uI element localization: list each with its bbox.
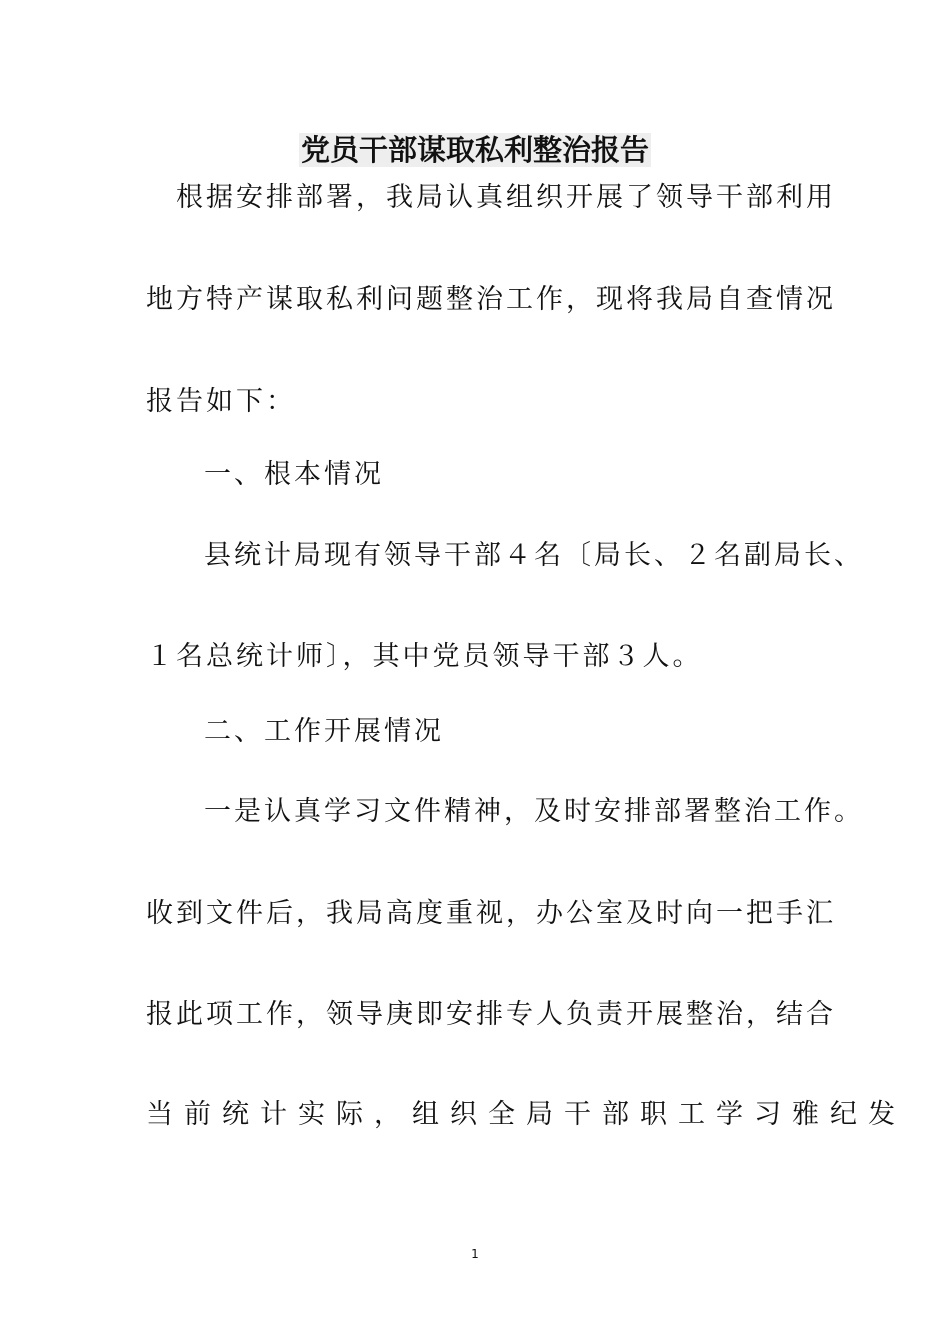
paragraph-line: 根据安排部署，我局认真组织开展了领导干部利用: [176, 182, 836, 213]
page-number: 1: [471, 1247, 479, 1261]
paragraph-line: 报此项工作，领导庚即安排专人负责开展整治，结合: [146, 999, 836, 1030]
section-heading: 一、根本情况: [204, 459, 384, 490]
paragraph-line: 县统计局现有领导干部４名〔局长、２名副局长、: [204, 540, 864, 571]
paragraph-line: 一是认真学习文件精神，及时安排部署整治工作。: [204, 796, 864, 827]
paragraph-line: 地方特产谋取私利问题整治工作，现将我局自查情况: [146, 284, 836, 315]
document-title: 党员干部谋取私利整治报告: [300, 133, 649, 167]
paragraph-line: １名总统计师〕，其中党员领导干部３人。: [146, 641, 703, 672]
paragraph-line: 报告如下：: [146, 386, 296, 417]
paragraph-line: 当前统计实际，组织全局干部职工学习雅纪发: [146, 1099, 906, 1130]
paragraph-line: 收到文件后，我局高度重视，办公室及时向一把手汇: [146, 898, 836, 929]
section-heading: 二、工作开展情况: [204, 716, 444, 747]
